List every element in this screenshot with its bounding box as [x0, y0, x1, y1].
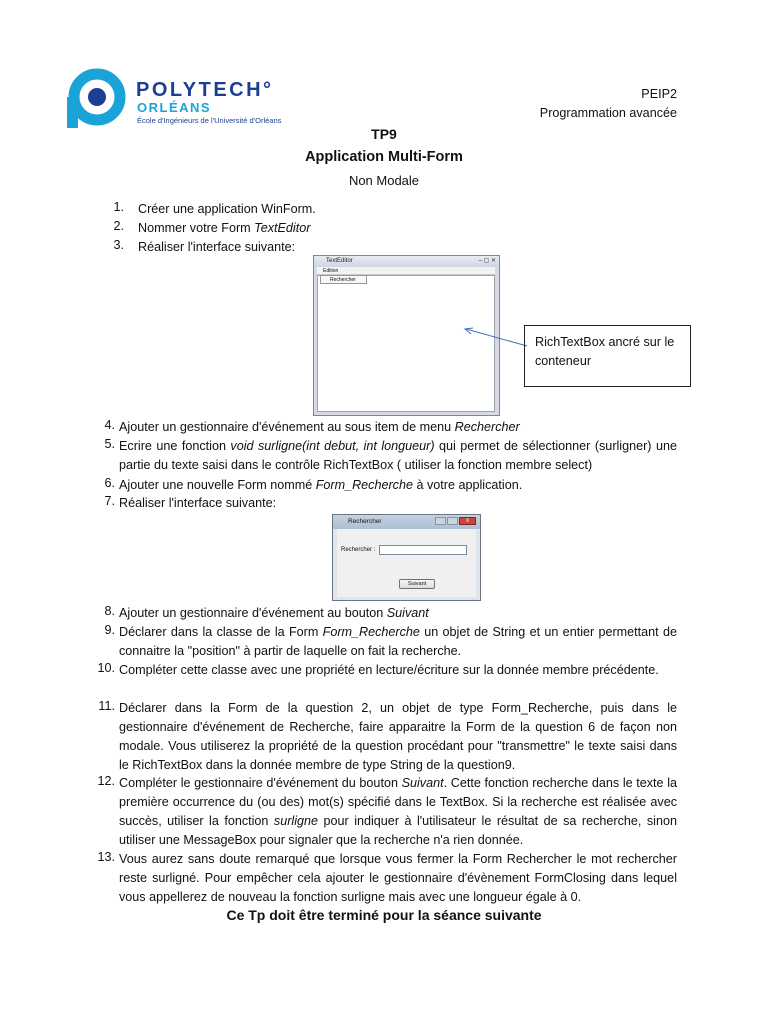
- form-body: [337, 529, 476, 597]
- polytech-logo-icon: [64, 68, 126, 130]
- list-item: Nommer votre Form TextEditor: [138, 221, 311, 235]
- list-item: Ecrire une fonction void surligne(int debut, int longueur) qui permet de sélectionner (surligner) une partie du texte saisi dans le contrôle RichTextBox ( utiliser la fonction membre select): [119, 439, 677, 472]
- item-number: 8.: [104, 604, 115, 618]
- maximize-icon: [447, 517, 458, 525]
- item-number: 10.: [97, 661, 115, 675]
- search-textbox: [379, 545, 467, 555]
- item-number: 12.: [97, 774, 115, 788]
- rechercher-label: Rechercher :: [341, 547, 376, 553]
- list-item: Créer une application WinForm.: [138, 202, 316, 216]
- sub-title: Non Modale: [348, 173, 420, 188]
- close-icon: X: [459, 517, 476, 525]
- window-titlebar: [333, 515, 480, 529]
- window-controls: [435, 517, 476, 525]
- list-item: Réaliser l'interface suivante:: [138, 240, 296, 254]
- tp-title: TP9: [371, 126, 397, 142]
- item-number: 13.: [97, 850, 115, 864]
- item-number: 7.: [104, 494, 115, 508]
- window-controls-icon: – ▢ ✕: [478, 258, 496, 264]
- list-item: Déclarer dans la Form de la question 2, un objet de type Form_Recherche, puis dans le gestionnaire d'événement de Recherche, faire apparaitre la Form de la question 6 de façon non modale. Vous utiliserez la propriété de la question procédant pour "transmettre" le texte saisi dans le RichTextBox dans la donnée membre de type String de la question9.: [119, 701, 677, 772]
- item-number: 1.: [113, 200, 124, 214]
- item-number: 4.: [104, 418, 115, 432]
- arrow-icon: [460, 325, 530, 350]
- footer-note: Ce Tp doit être terminé pour la séance suivante: [226, 907, 542, 923]
- list-item: Ajouter un gestionnaire d'événement au sous item de menu Rechercher: [119, 420, 520, 434]
- rechercher-screenshot: [332, 514, 481, 601]
- logo-title: POLYTECH°: [136, 79, 274, 101]
- suivant-button: Suivant: [399, 579, 435, 589]
- item-number: 2.: [113, 219, 124, 233]
- item-number: 9.: [104, 623, 115, 637]
- list-item: Déclarer dans la classe de la Form Form_Recherche un objet de String et un entier permettant de connaitre la "position" à partir de laquelle on fait la recherche.: [119, 625, 677, 658]
- header-class: PEIP2: [641, 87, 677, 101]
- minimize-icon: [435, 517, 446, 525]
- item-number: 3.: [113, 238, 124, 252]
- logo-description: École d'Ingénieurs de l'Université d'Orléans: [137, 116, 282, 125]
- item-number: 5.: [104, 437, 115, 451]
- list-item: Vous aurez sans doute remarqué que lorsque vous fermer la Form Rechercher le mot rechercher reste surligné. Pour empêcher cela ajouter le gestionnaire d'évènement FormClosing dans lequel vous appellerez de nouveau la fonction surligne mais avec une longueur égale à 0.: [119, 852, 677, 904]
- list-item: Ajouter une nouvelle Form nommé Form_Recherche à votre application.: [119, 478, 523, 492]
- list-item: Compléter cette classe avec une propriété en lecture/écriture sur la donnée membre précédente.: [119, 663, 659, 677]
- list-item: Réaliser l'interface suivante:: [119, 496, 277, 510]
- item-number: 6.: [104, 476, 115, 490]
- main-title: Application Multi-Form: [305, 149, 463, 165]
- logo-subtitle: ORLÉANS: [137, 100, 212, 115]
- list-item: Ajouter un gestionnaire d'événement au bouton Suivant: [119, 606, 429, 620]
- menu-bar: Edition: [317, 267, 495, 275]
- callout-box: RichTextBox ancré sur le conteneur: [524, 325, 691, 387]
- window-title: Rechercher: [348, 518, 382, 525]
- window-titlebar: TextEditor: [314, 256, 499, 267]
- header-course: Programmation avancée: [539, 106, 677, 120]
- item-number: 11.: [98, 699, 115, 713]
- list-item: Compléter le gestionnaire d'événement du bouton Suivant. Cette fonction recherche dans le texte la première occurrence du (ou des) mot(s) spécifié dans le TextBox. Si la recherche est réalisée avec succès, utiliser la fonction surligne pour indiquer à l'utilisateur le résultat de sa recherche, sinon utiliser une MessageBox pour signaler que la recherche n'a rien donnée.: [119, 776, 678, 847]
- menu-dropdown-item: Rechercher: [320, 275, 367, 284]
